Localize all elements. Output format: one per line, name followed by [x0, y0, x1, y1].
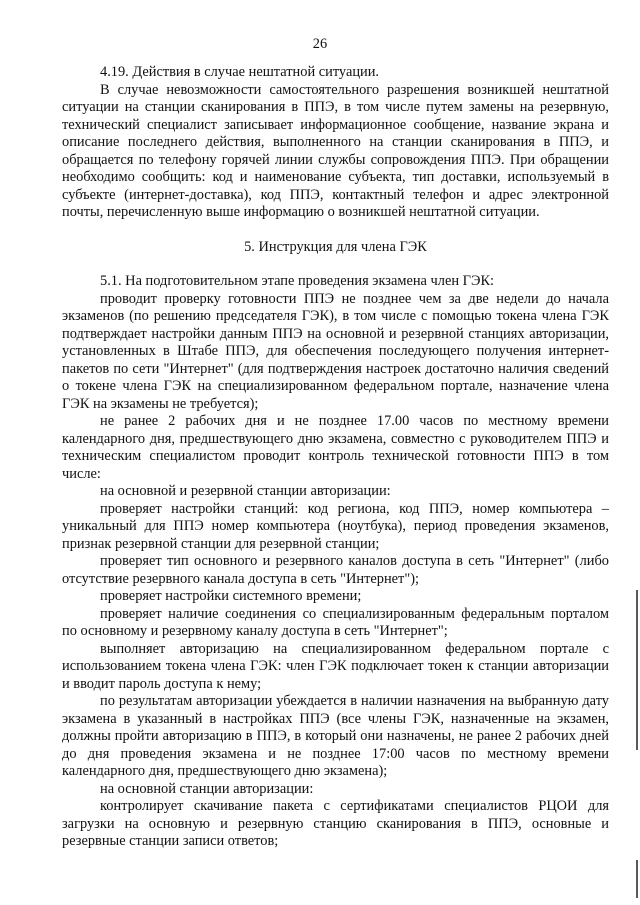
paragraph-certificates-download: контролирует скачивание пакета с сертификатами специалистов РЦОИ для загрузки на основную и резервную станцию сканирования в ППЭ, основные и резервные станции записи ответов;	[62, 798, 609, 849]
paragraph-check-channels: проверяет тип основного и резервного каналов доступа в сеть "Интернет" (либо отсутствие резервного канала доступа в сеть "Интернет");	[62, 553, 609, 587]
paragraph-readiness-check: проводит проверку готовности ППЭ не позднее чем за две недели до начала экзаменов (по решению председателя ГЭК), в том числе с помощью токена члена ГЭК подтверждает настройки данным ППЭ на основной и резервной станциях авторизации, установленных в Штабе ППЭ, для обеспечения последующего получения интернет-пакетов по сети "Интернет" (для подтверждения настроек достаточно наличия сведений о токене члена ГЭК на специализированном федеральном портале, назначение члена ГЭК на экзамены не требуется);	[62, 290, 609, 412]
document-body	[62, 64, 609, 851]
section-4-19-title: 4.19. Действия в случае нештатной ситуации.	[100, 64, 380, 80]
paragraph-check-settings: проверяет настройки станций: код региона, код ППЭ, номер компьютера – уникальный для ППЭ номер компьютера (ноутбука), период проведения экзаменов, признак резервной станции для резервной станции;	[62, 500, 609, 552]
scan-edge-mark-lower	[636, 860, 638, 898]
paragraph-check-connection: проверяет наличие соединения со специализированным федеральным порталом по основному и резервному каналу доступа в сеть "Интернет";	[62, 605, 609, 639]
scan-edge-mark	[636, 590, 638, 750]
paragraph-emergency-procedure: В случае невозможности самостоятельного разрешения возникшей нештатной ситуации на станции сканирования в ППЭ, в том числе путем замены на резервную, технический специалист записывает информационное сообщение, название экрана и описание последнего действия, выполненного на станции сканирования в ППЭ, и обращается по телефону горячей линии службы сопровождения ППЭ. При обращении необходимо сообщить: код и наименование субъекта, тип доставки, используемый в субъекте (интернет-доставка), код ППЭ, контактный телефон и адрес электронной почты, перечисленную выше информацию о возникшей нештатной ситуации.	[62, 81, 609, 220]
paragraph-main-station: на основной станции авторизации:	[100, 780, 314, 797]
section-5-1-intro: 5.1. На подготовительном этапе проведения экзамена член ГЭК:	[100, 273, 495, 289]
paragraph-technical-control: не ранее 2 рабочих дня и не позднее 17.00 часов по местному времени календарного дня, предшествующего дню экзамена, совместно с руководителем ППЭ и техническим специалистом проводит контроль технической готовности ППЭ в том числе:	[62, 413, 609, 482]
paragraph-authorization: выполняет авторизацию на специализированном федеральном портале с использованием токена члена ГЭК: член ГЭК подключает токен к станции авторизации и вводит пароль доступа к нему;	[62, 640, 609, 692]
paragraph-check-time: проверяет настройки системного времени;	[100, 588, 362, 604]
paragraph-auth-stations: на основной и резервной станции авторизации:	[100, 483, 391, 499]
section-5-heading: 5. Инструкция для члена ГЭК	[244, 238, 427, 255]
page-number: 26	[312, 36, 328, 52]
paragraph-assignment-check: по результатам авторизации убеждается в наличии назначения на выбранную дату экзамена в указанный в настройках ППЭ (все члены ГЭК, назначенные на экзамен, должны пройти авторизацию в ППЭ, в который они назначены, не ранее 2 рабочих дней до дня проведения экзамена и не позднее 17:00 часов по местному времени календарного дня, предшествующего дню экзамена);	[62, 693, 609, 779]
